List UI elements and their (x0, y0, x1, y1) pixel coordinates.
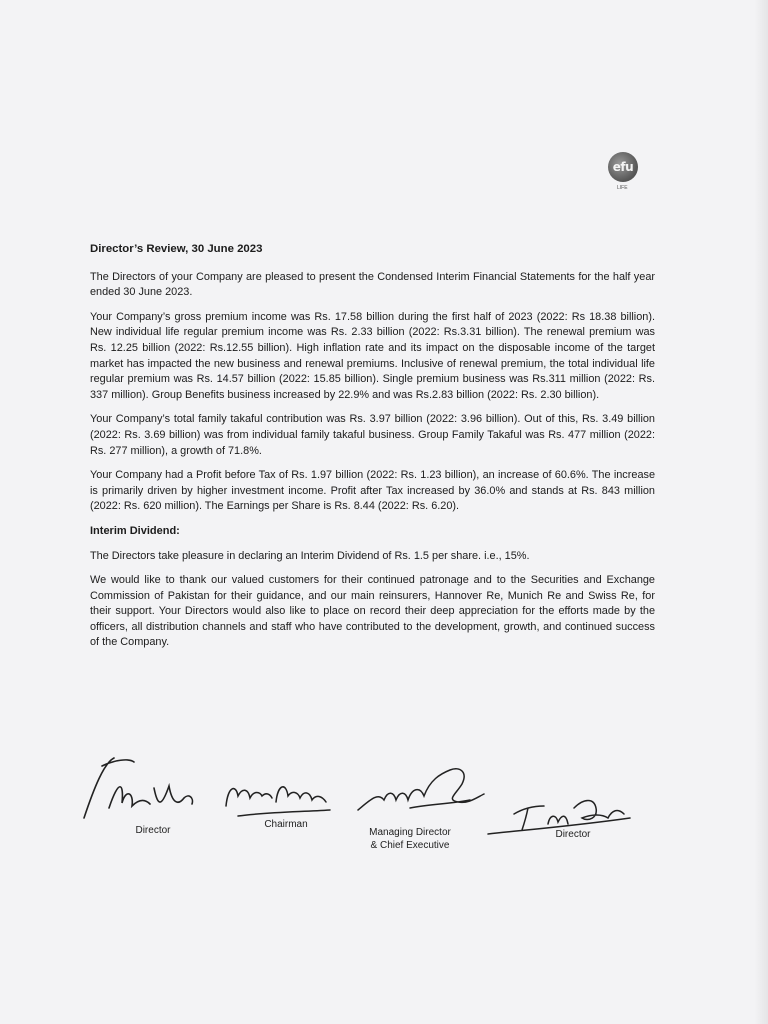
document-title: Director’s Review, 30 June 2023 (90, 243, 263, 255)
paragraph-profit: Your Company had a Profit before Tax of Rs. 1.97 billion (2022: Rs. 1.23 billion), an increase of 60.6%. The increase is primarily driven by higher investment income. Profit after Tax increased by 36.0% and stands at Rs. 843 million (2022: Rs. 620 million). The Earnings per Share is Rs. 8.44 (2022: Rs. 6.20). (90, 469, 655, 513)
signatory-title-3-line-1: Managing Director (369, 827, 451, 838)
scan-edge-shadow (754, 0, 768, 1024)
logo-mark: efu (608, 152, 638, 182)
paragraph-takaful: Your Company’s total family takaful contribution was Rs. 3.97 billion (2022: 3.96 billion). Out of this, Rs. 3.49 billion (2022: Rs. 3.69 billion) was from individual family takaful business. Group Family Takaful was Rs. 477 million (2022: Rs. 277 million), a growth of 71.8%. (90, 413, 655, 457)
signatory-title-4: Director (555, 829, 591, 840)
dividend-paragraph: The Directors take pleasure in declaring an Interim Dividend of Rs. 1.5 per share. i.e., 15%. (90, 549, 530, 562)
signature-director-1 (74, 748, 214, 828)
signatory-title-1: Director (135, 825, 171, 836)
paragraph-intro: The Directors of your Company are pleased to present the Condensed Interim Financial Statements for the half year ended 30 June 2023. (90, 270, 655, 299)
signatory-title-3-line-2: & Chief Executive (370, 840, 450, 851)
logo-subtext: LIFE (617, 185, 628, 191)
signature-chairman (218, 766, 338, 826)
dividend-heading: Interim Dividend: (90, 524, 180, 537)
signatory-title-3 (360, 826, 460, 852)
company-logo (608, 152, 642, 198)
review-body (90, 242, 655, 660)
signatory-title-2: Chairman (264, 819, 308, 830)
paragraph-premium: Your Company’s gross premium income was Rs. 17.58 billion during the first half of 2023 (2022: Rs 18.38 billion). New individual life regular premium income was Rs. 2.33 billion (2022: Rs.3.31 billion). The renewal premium was Rs. 12.25 billion (2022: Rs.12.55 billion). High inflation rate and its impact on the disposable income of the target market has impacted the new business and renewal premiums. Inclusive of renewal premium, the total individual life regular premium was Rs. 14.57 billion (2022: 15.85 billion). Single premium business was Rs.311 million (2022: Rs. 337 million). Group Benefits business increased by 22.9% and was Rs.2.83 billion (2022: Rs. 2.30 billion). (90, 310, 655, 401)
closing-paragraph: We would like to thank our valued customers for their continued patronage and to the Securities and Exchange Commission of Pakistan for their guidance, and our main reinsurers, Hannover Re, Munich Re and Swiss Re, for their support. Your Directors would also like to place on record their deep appreciation for the efforts made by the officers, all distribution channels and staff who have contributed to the development, growth, and continued success of the Company. (90, 574, 655, 649)
signature-block (0, 740, 768, 870)
signature-managing-director (350, 750, 500, 820)
